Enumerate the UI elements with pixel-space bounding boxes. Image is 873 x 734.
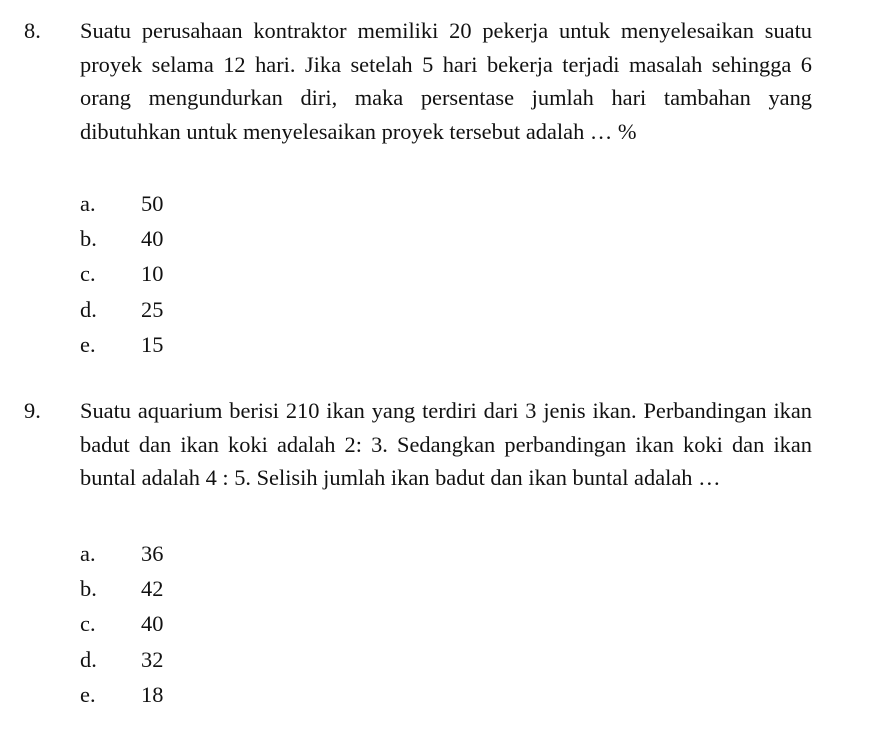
option-letter: d. bbox=[80, 646, 97, 672]
option-letter: c. bbox=[80, 611, 96, 637]
question-text: Suatu aquarium berisi 210 ikan yang terdiri dari 3 jenis ikan. Perbandingan ikan badut dan ikan koki adalah 2: 3. Sedangkan perbandingan ikan koki dan ikan buntal adalah 4 : 5. Selisih jumlah ikan badut dan ikan buntal adalah … bbox=[80, 398, 812, 490]
option-value: 32 bbox=[141, 646, 164, 672]
option-value: 15 bbox=[141, 331, 164, 357]
option-letter: a. bbox=[80, 191, 96, 216]
question-number: 9. bbox=[24, 398, 41, 423]
option-letter: e. bbox=[80, 681, 96, 707]
option-letter: c. bbox=[80, 261, 96, 287]
option-value: 42 bbox=[141, 576, 164, 602]
option-value: 40 bbox=[141, 611, 164, 637]
question-text: Suatu perusahaan kontraktor memiliki 20 pekerja untuk menyelesaikan suatu proyek selama 12 hari. Jika setelah 5 hari bekerja terjadi masalah sehingga 6 orang mengundurkan diri, maka persentase jumlah hari tambahan yang dibutuhkan untuk menyelesaikan proyek tersebut adalah … % bbox=[80, 18, 812, 144]
option-letter: a. bbox=[80, 541, 96, 566]
option-letter: e. bbox=[80, 331, 96, 357]
option-value: 40 bbox=[141, 226, 164, 252]
question-number: 8. bbox=[24, 18, 41, 43]
option-letter: b. bbox=[80, 576, 97, 602]
option-letter: d. bbox=[80, 296, 97, 322]
option-value: 10 bbox=[141, 261, 164, 287]
option-letter: b. bbox=[80, 226, 97, 252]
option-value: 25 bbox=[141, 296, 164, 322]
option-value: 50 bbox=[141, 191, 164, 216]
option-value: 36 bbox=[141, 541, 164, 566]
option-value: 18 bbox=[141, 681, 164, 707]
